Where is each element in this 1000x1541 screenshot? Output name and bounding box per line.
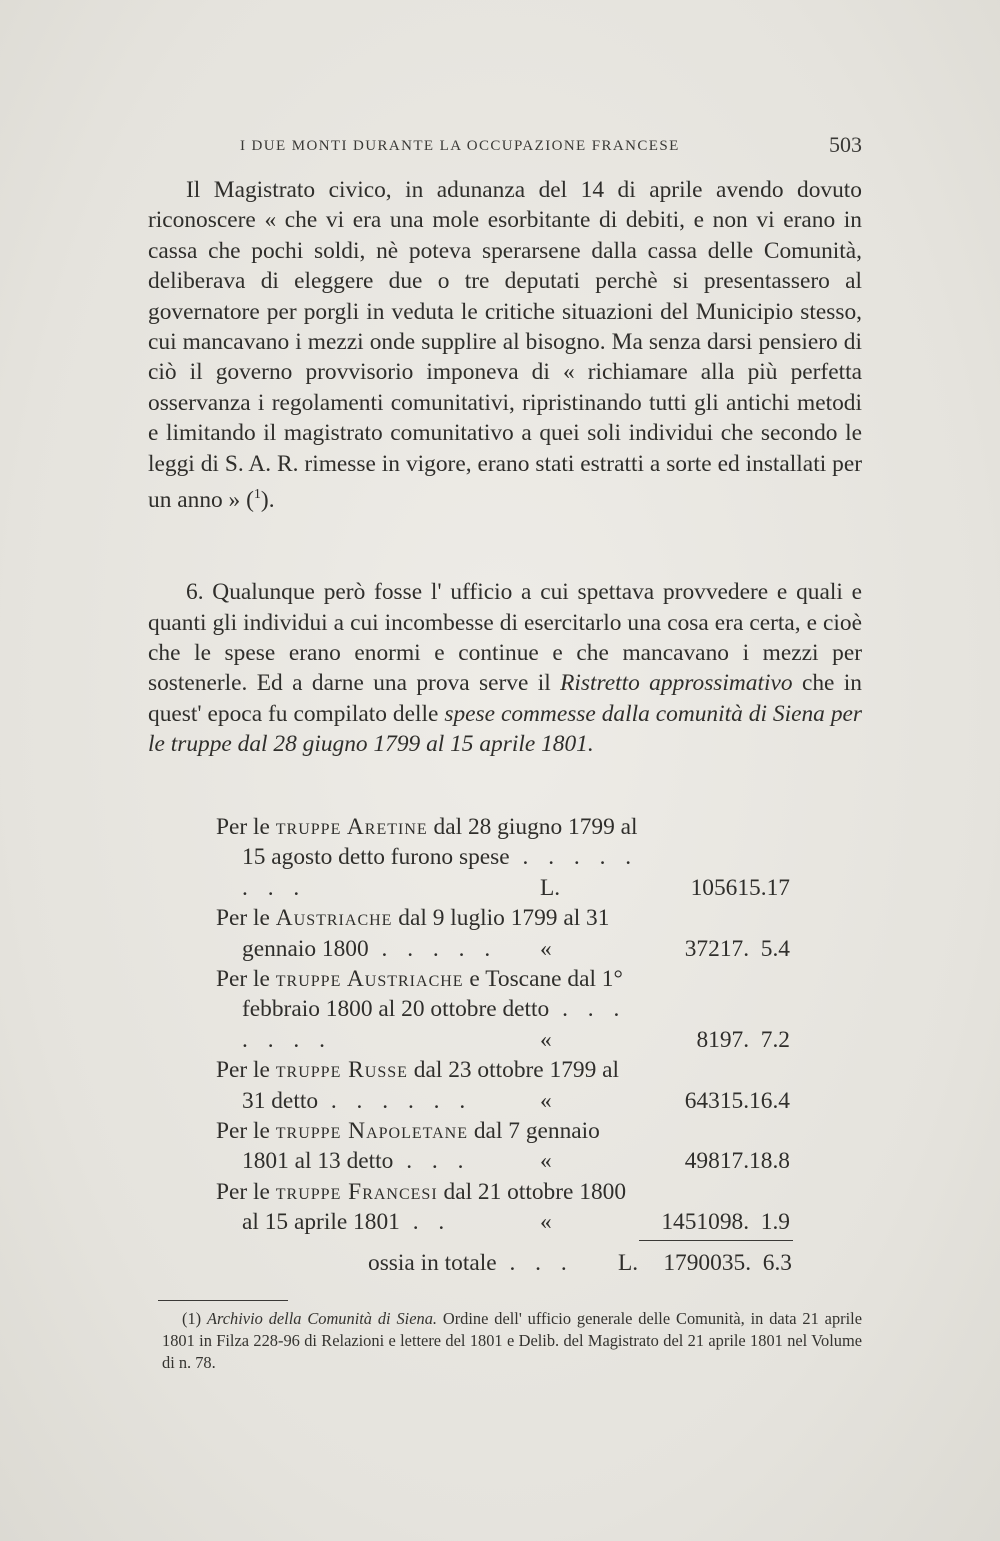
total-label: ossia in totale . . . xyxy=(368,1250,574,1276)
expense-currency: « xyxy=(540,935,552,962)
expense-description: Per le truppe Russe dal 23 ottobre 1799 al 31 detto . . . . . . xyxy=(216,1057,620,1114)
paragraph-1 xyxy=(148,175,862,515)
total-row xyxy=(148,1250,862,1282)
expense-description: Per le Austriache dal 9 luglio 1799 al 31 gennaio 1800 . . . . . xyxy=(216,905,610,962)
expense-currency: « xyxy=(540,1148,552,1175)
expense-entry xyxy=(148,964,862,1055)
expense-description: Per le truppe Napoletane dal 7 gennaio 1801 al 13 detto . . . xyxy=(216,1118,600,1175)
expense-amount: 49817.18.8 xyxy=(684,1148,790,1175)
running-head: I DUE MONTI DURANTE LA OCCUPAZIONE FRANCESE xyxy=(240,138,680,154)
expense-entry xyxy=(148,812,862,903)
total-amount: 1790035. 6.3 xyxy=(663,1250,792,1276)
expense-currency: « xyxy=(540,1026,552,1053)
expense-currency: « xyxy=(540,1209,552,1236)
expense-list xyxy=(148,812,862,1236)
expense-amount: 105615.17 xyxy=(690,874,790,901)
expense-description: Per le truppe Aretine dal 28 giugno 1799 al 15 agosto detto furono spese . . . . . . . . xyxy=(216,814,639,901)
expense-amount: 37217. 5.4 xyxy=(684,935,790,962)
expense-amount: 8197. 7.2 xyxy=(696,1026,790,1053)
paragraph-2-italic-subject: spese commesse dalla comunità di Siena per le truppe dal 28 giugno 1799 al 15 aprile 1801. xyxy=(148,700,862,758)
page-number: 503 xyxy=(829,132,862,157)
body-text xyxy=(148,175,862,760)
expense-description: Per le truppe Austriache e Toscane dal 1° febbraio 1800 al 20 ottobre detto . . . . . . . xyxy=(216,966,627,1053)
paragraph-1-end: ). xyxy=(260,486,275,513)
expense-amount-row xyxy=(540,1208,790,1238)
paragraph-2-italic-title: Ristretto approssimativo xyxy=(560,670,793,697)
expense-entry xyxy=(148,1177,862,1238)
footnote-rule xyxy=(158,1300,288,1301)
expense-currency: L. xyxy=(540,874,561,901)
expense-amount-row xyxy=(540,934,790,964)
expense-entry xyxy=(148,1116,862,1177)
footnote xyxy=(162,1308,862,1374)
footnote-text: Ordine dell' ufficio generale delle Comunità, in data 21 aprile 1801 in Filza 228-96 di Relazioni e lettere del 1801 e Delib. del Magistrato del 21 aprile 1801 nel Volume di n. 78. xyxy=(162,1309,862,1372)
paragraph-1-text: Il Magistrato civico, in adunanza del 14 di aprile avendo dovuto riconoscere « che vi era una mole esorbitante di debiti, e non vi erano in cassa che pochi soldi, nè poteva sperarsene dalla cassa delle Comunità, deliberava di eleggere due o tre deputati perchè si presentassero al governatore per porgli in veduta le critiche situazioni del Municipio stesso, cui mancavano i mezzi onde supplire al bisogno. Ma senza darsi pensiero di ciò il governo provvisorio imponeva di « richiamare alla più perfetta osservanza i regolamenti comunitativi, ripristinando tutti gli antichi metodi e limitando il magistrato comunitativo a quei soli individui che secondo le leggi di S. A. R. rimesse in vigore, erano stati estratti a sorte ed installati per un anno » ( xyxy=(148,177,862,513)
expense-amount-row xyxy=(540,1147,790,1177)
paragraph-2 xyxy=(148,577,862,759)
expense-amount: 1451098. 1.9 xyxy=(661,1209,790,1236)
expense-amount-row xyxy=(540,1086,790,1116)
expense-currency: « xyxy=(540,1087,552,1114)
footnote-source: Archivio della Comunità di Siena. xyxy=(207,1309,437,1328)
expense-amount-row xyxy=(540,873,790,903)
expense-description: Per le truppe Francesi dal 21 ottobre 1800 al 15 aprile 1801 . . xyxy=(216,1178,627,1236)
footnote-mark: (1) xyxy=(182,1309,202,1328)
paragraph-2-text: 6. Qualunque però fosse l' ufficio a cui spettava provvedere e quali e quanti gli individui a cui incombesse di esercitarlo una cosa era certa, e cioè che le spese erano enormi e continue e che mancavano i mezzi per sostenerle. Ed a darne una prova serve il xyxy=(148,579,862,697)
expense-entry xyxy=(148,1055,862,1116)
expense-entry xyxy=(148,903,862,964)
expense-amount: 64315.16.4 xyxy=(684,1087,790,1114)
sum-rule xyxy=(639,1240,793,1241)
footnote-reference: 1 xyxy=(253,486,261,503)
expense-amount-row xyxy=(540,1025,790,1055)
total-currency: L. xyxy=(618,1250,639,1276)
paragraph-2-text-mid: che in quest' epoca fu compilato delle xyxy=(148,670,862,727)
page-header xyxy=(148,132,862,162)
